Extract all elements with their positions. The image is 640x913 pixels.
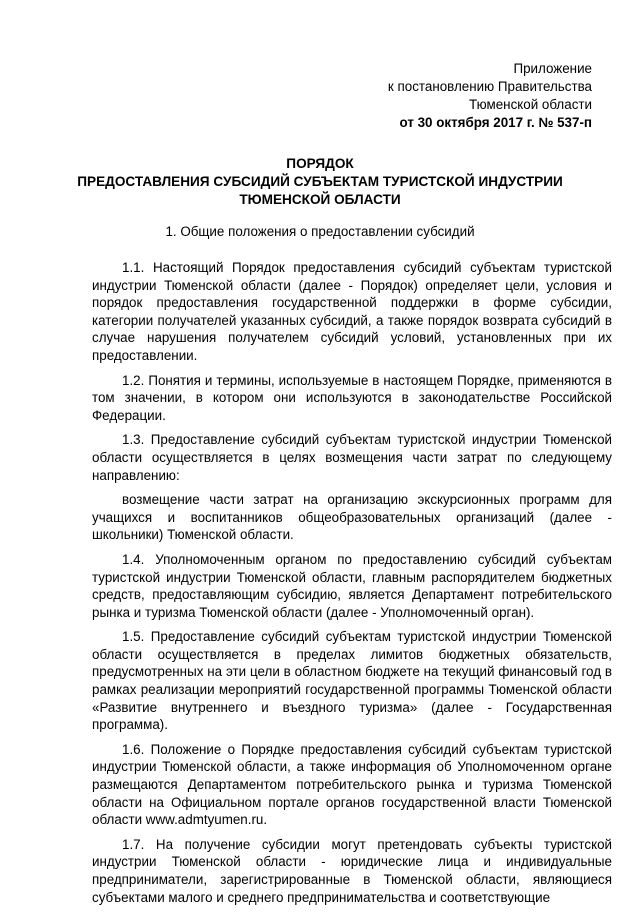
paragraph-1-4: 1.4. Уполномоченным органом по предоставлению субсидий субъектам туристской индустрии Тюменской области, главным распорядителем бюджетных средств, предоставляющим субсидию, является Департамент потребительского рынка и туризма Тюменской области (далее - Уполномоченный орган). xyxy=(92,551,612,620)
appendix-date: от 30 октября 2017 г. № 537-п xyxy=(399,115,592,130)
appendix-region: Тюменской области xyxy=(469,97,592,112)
paragraph-1-6: 1.6. Положение о Порядке предоставления субсидий субъектам туристской индустрии Тюменской области, а также информация об Уполномоченном органе размещаются Департаментом потребительского рынка и туризма Тюменской области на Официальном портале органов государственной власти Тюменской области www.admtyumen.ru. xyxy=(92,741,612,828)
paragraph-1-1: 1.1. Настоящий Порядок предоставления субсидий субъектам туристской индустрии Тюменской области (далее - Порядок) определяет цели, условия и порядок предоставления государственной поддержки в форме субсидии, категории получателей указанных субсидий, а также порядок возврата субсидий в случае нарушения получателем субсидий условий, установленных при их предоставлении. xyxy=(92,260,612,363)
paragraph-1-2: 1.2. Понятия и термины, используемые в настоящем Порядке, применяются в том значении, в котором они используются в законодательстве Российской Федерации. xyxy=(92,372,612,423)
paragraph-1-7: 1.7. На получение субсидии могут претендовать субъекты туристской индустрии Тюменской области - юридические лица и индивидуальные предприниматели, зарегистрированные в Тюменской области, являющиеся субъектами малого и среднего предпринимательства и соответствующие xyxy=(92,836,612,905)
appendix-header xyxy=(388,60,592,132)
section-heading: 1. Общие положения о предоставлении субсидий xyxy=(165,224,475,239)
title-line-2: ПРЕДОСТАВЛЕНИЯ СУБСИДИЙ СУБЪЕКТАМ ТУРИСТСКОЙ ИНДУСТРИИ xyxy=(77,174,563,189)
document-body xyxy=(92,259,612,913)
title-line-1: ПОРЯДОК xyxy=(286,156,354,171)
paragraph-1-3-item: возмещение части затрат на организацию экскурсионных программ для учащихся и воспитанников общеобразовательных организаций (далее - школьники) Тюменской области. xyxy=(92,492,612,543)
title-line-3: ТЮМЕНСКОЙ ОБЛАСТИ xyxy=(239,192,401,207)
appendix-resolution: к постановлению Правительства xyxy=(387,79,592,94)
paragraph-1-3: 1.3. Предоставление субсидий субъектам туристской индустрии Тюменской области осуществляется в целях возмещения части затрат по следующему направлению: xyxy=(92,432,612,483)
document-title xyxy=(0,155,640,209)
paragraph-1-5: 1.5. Предоставление субсидий субъектам туристской индустрии Тюменской области осуществляется в пределах лимитов бюджетных обязательств, предусмотренных на эти цели в областном бюджете на текущий финансовый год в рамках реализации мероприятий государственной программы Тюменской области «Развитие внутреннего и въездного туризма» (далее - Государственная программа). xyxy=(92,629,612,733)
appendix-label: Приложение xyxy=(513,61,592,76)
